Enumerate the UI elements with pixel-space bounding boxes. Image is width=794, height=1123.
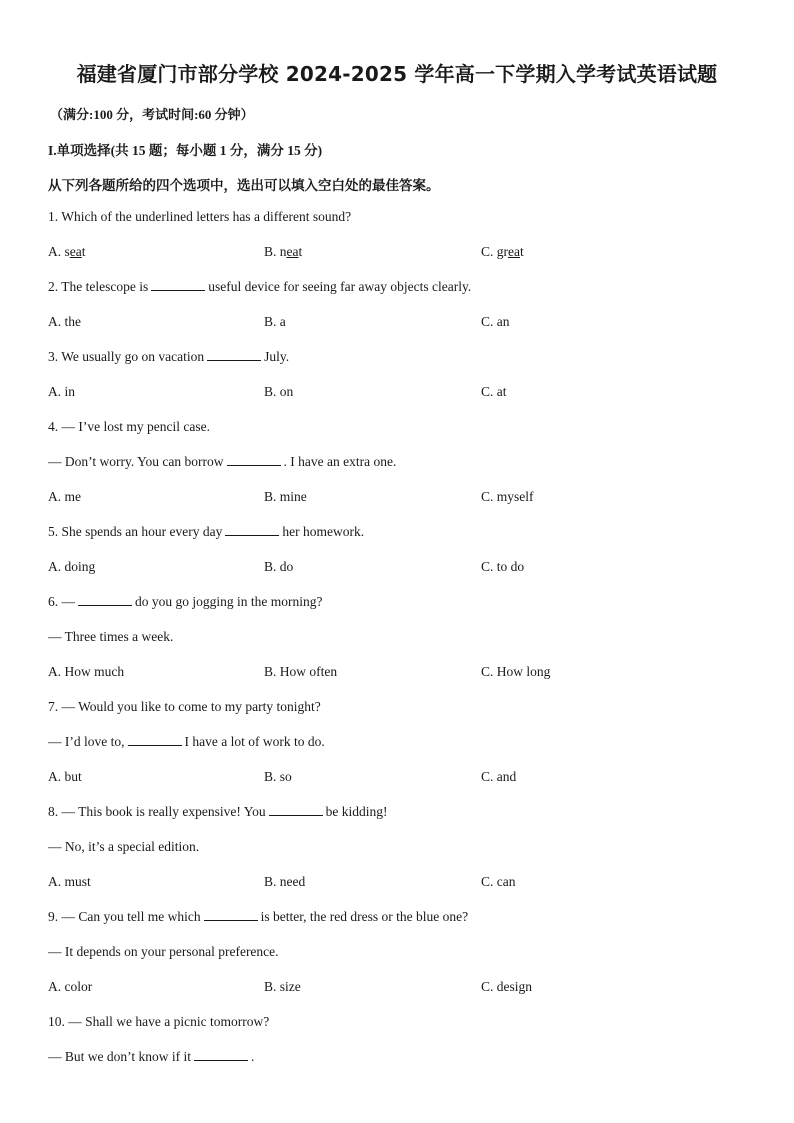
question-9-option-a <box>48 979 92 995</box>
question-7-option-a <box>48 769 82 785</box>
question-5-line-1 <box>48 524 364 540</box>
question-text: — It depends on your personal preference. <box>48 944 279 959</box>
answer-blank <box>207 359 261 361</box>
question-3-option-a <box>48 384 75 400</box>
option-text: B. do <box>264 559 294 574</box>
answer-blank <box>204 919 258 921</box>
option-text: A. color <box>48 979 93 994</box>
question-text-after-blank: do you go jogging in the morning? <box>135 594 323 609</box>
question-text-after-blank: useful device for seeing far away objects clearly. <box>208 279 472 294</box>
question-text: 8. — This book is really expensive! You <box>48 804 266 819</box>
option-text: A. in <box>48 384 75 399</box>
option-text-suffix: t <box>298 244 303 259</box>
option-text-suffix: t <box>81 244 86 259</box>
option-text: A. How much <box>48 664 125 679</box>
question-2-option-b <box>264 314 286 330</box>
question-5-option-b <box>264 559 293 575</box>
section-heading: I.单项选择(共 15 题；每小题 1 分，满分 15 分) <box>48 143 323 158</box>
question-text-after-blank: . I have an extra one. <box>283 454 397 469</box>
question-text-after-blank: her homework. <box>282 524 365 539</box>
question-1-option-a <box>48 244 86 260</box>
answer-blank <box>151 289 205 291</box>
question-2-option-a <box>48 314 81 330</box>
question-8-line-1 <box>48 804 388 820</box>
question-text: 4. — I’ve lost my pencil case. <box>48 419 210 434</box>
question-7-option-c <box>481 769 516 785</box>
question-6-option-b <box>264 664 337 680</box>
section-instruction: 从下列各题所给的四个选项中，选出可以填入空白处的最佳答案。 <box>48 178 440 193</box>
question-2-line-1 <box>48 279 471 295</box>
option-text: C. at <box>481 384 507 399</box>
option-text: B. a <box>264 314 286 329</box>
option-text: C. gr <box>481 244 508 259</box>
option-text: B. on <box>264 384 294 399</box>
option-text: A. doing <box>48 559 96 574</box>
option-text: B. so <box>264 769 292 784</box>
question-text: 9. — Can you tell me which <box>48 909 201 924</box>
option-text: A. must <box>48 874 91 889</box>
answer-blank <box>227 464 281 466</box>
option-text: C. design <box>481 979 533 994</box>
question-text: 10. — Shall we have a picnic tomorrow? <box>48 1014 270 1029</box>
question-8-option-b <box>264 874 305 890</box>
question-5-option-c <box>481 559 524 575</box>
question-10-line-2 <box>48 1049 254 1065</box>
question-10-line-1 <box>48 1014 269 1030</box>
question-text: — Don’t worry. You can borrow <box>48 454 224 469</box>
question-4-option-b <box>264 489 307 505</box>
question-text: 6. — <box>48 594 75 609</box>
question-4-option-c <box>481 489 534 505</box>
answer-blank <box>194 1059 248 1061</box>
answer-blank <box>128 744 182 746</box>
underlined-letters: ea <box>508 244 520 259</box>
question-8-option-c <box>481 874 516 890</box>
question-text: — I’d love to, <box>48 734 125 749</box>
question-1-line-1 <box>48 209 351 225</box>
question-2-option-c <box>481 314 510 330</box>
question-7-line-2 <box>48 734 325 750</box>
option-text: B. How often <box>264 664 338 679</box>
question-7-line-1 <box>48 699 321 715</box>
answer-blank <box>78 604 132 606</box>
question-9-option-b <box>264 979 301 995</box>
option-text: B. n <box>264 244 287 259</box>
question-1-option-b <box>264 244 302 260</box>
question-6-line-1 <box>48 594 322 610</box>
question-8-line-2 <box>48 839 199 855</box>
answer-blank <box>269 814 323 816</box>
question-text: 7. — Would you like to come to my party tonight? <box>48 699 321 714</box>
question-text: — But we don’t know if it <box>48 1049 191 1064</box>
question-7-option-b <box>264 769 292 785</box>
question-text-after-blank: July. <box>264 349 290 364</box>
question-text: — Three times a week. <box>48 629 174 644</box>
question-9-option-c <box>481 979 532 995</box>
option-text: C. can <box>481 874 516 889</box>
option-text: C. an <box>481 314 510 329</box>
option-text: B. need <box>264 874 306 889</box>
option-text: B. mine <box>264 489 307 504</box>
question-6-line-2 <box>48 629 173 645</box>
exam-meta: （满分:100 分，考试时间:60 分钟） <box>50 107 254 122</box>
question-text-after-blank: is better, the red dress or the blue one? <box>260 909 469 924</box>
question-text-after-blank: be kidding! <box>325 804 388 819</box>
underlined-letters: ea <box>286 244 299 259</box>
option-text: A. but <box>48 769 82 784</box>
question-text: 2. The telescope is <box>48 279 149 294</box>
question-text-after-blank: . <box>251 1049 255 1064</box>
question-text: 3. We usually go on vacation <box>48 349 205 364</box>
question-4-line-2 <box>48 454 396 470</box>
question-9-line-1 <box>48 909 468 925</box>
option-text: A. me <box>48 489 81 504</box>
question-9-line-2 <box>48 944 279 960</box>
option-text: C. How long <box>481 664 551 679</box>
option-text: B. size <box>264 979 301 994</box>
question-text: 1. Which of the underlined letters has a different sound? <box>48 209 352 224</box>
page-title: 福建省厦门市部分学校 2024-2025 学年高一下学期入学考试英语试题 <box>76 62 718 86</box>
question-6-option-a <box>48 664 124 680</box>
question-8-option-a <box>48 874 91 890</box>
question-3-line-1 <box>48 349 289 365</box>
question-3-option-b <box>264 384 293 400</box>
option-text: C. to do <box>481 559 525 574</box>
question-4-line-1 <box>48 419 210 435</box>
question-text: 5. She spends an hour every day <box>48 524 223 539</box>
question-3-option-c <box>481 384 507 400</box>
question-6-option-c <box>481 664 550 680</box>
question-text-after-blank: I have a lot of work to do. <box>184 734 325 749</box>
option-text: C. and <box>481 769 517 784</box>
question-text: — No, it’s a special edition. <box>48 839 200 854</box>
underlined-letters: ea <box>69 244 82 259</box>
question-5-option-a <box>48 559 95 575</box>
option-text-suffix: t <box>519 244 524 259</box>
question-1-option-c <box>481 244 524 260</box>
option-text: C. myself <box>481 489 534 504</box>
option-text: A. s <box>48 244 70 259</box>
option-text: A. the <box>48 314 81 329</box>
question-4-option-a <box>48 489 81 505</box>
answer-blank <box>225 534 279 536</box>
